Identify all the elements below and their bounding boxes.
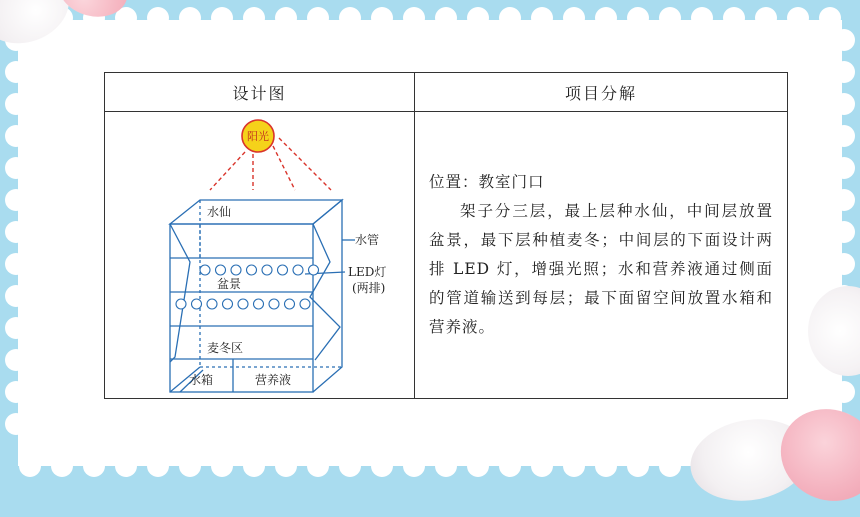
stamp-scallop [339,455,361,477]
led-bulb [200,265,210,275]
stamp-scallop [51,455,73,477]
sun-ray [273,146,295,190]
led-bulb [247,265,257,275]
stamp-scallop [5,285,27,307]
stamp-scallop [403,455,425,477]
pipe-left [170,224,190,362]
shelf-diagram [105,112,414,398]
stamp-scallop [627,7,649,29]
stamp-scallop [691,7,713,29]
stamp-scallop [5,157,27,179]
stamp-scallop [147,455,169,477]
stamp-scallop [115,455,137,477]
stamp-scallop [833,189,855,211]
stamp-scallop [833,93,855,115]
label-led-rows: (两排) [352,281,386,295]
shelf-frame [170,200,355,392]
stamp-scallop [243,7,265,29]
stamp-scallop [563,7,585,29]
shelf-right-side [313,200,342,392]
led-bulb [223,299,233,309]
description-text: 架子分三层，最上层种水仙，中间层放置盆景，最下层种植麦冬；中间层的下面设计两排 LED 灯，增强光照；水和营养液通过侧面的管道输送到每层；最下面留空间放置水箱和营养液。 [429,202,773,336]
stamp-scallop [83,455,105,477]
led-bulb [300,299,310,309]
stamp-scallop [307,7,329,29]
stamp-scallop [819,7,841,29]
stamp-scallop [5,61,27,83]
led-row-lower [176,299,310,309]
stamp-scallop [499,7,521,29]
diagram-cell [105,112,415,399]
led-bulb [293,265,303,275]
stamp-scallop [833,157,855,179]
stamp-scallop [833,381,855,403]
stamp-scallop [627,455,649,477]
stamp-scallop [5,253,27,275]
stamp-scallop [371,7,393,29]
led-bulb [278,265,288,275]
stamp-scallop [5,349,27,371]
stamp-scallop [275,455,297,477]
stamp-scallop [833,29,855,51]
stamp-scallop [787,7,809,29]
stamp-scallop [723,7,745,29]
location-text: 位置：教室门口 [429,173,545,191]
stamp-scallop [5,221,27,243]
label-nutrient: 营养液 [255,373,292,387]
stamp-scallop [467,455,489,477]
led-row-upper [200,265,319,275]
led-bulb [309,265,319,275]
stamp-scallop [275,7,297,29]
header-project-breakdown: 项目分解 [415,73,788,112]
sun-ray [279,138,331,190]
stamp-scallop [5,189,27,211]
stamp-scallop [755,7,777,29]
label-led: LED灯 [348,265,387,279]
stamp-scallop [435,7,457,29]
label-narcissus: 水仙 [207,205,232,219]
led-bulb [231,265,241,275]
design-table [104,72,788,399]
stamp-scallop [435,455,457,477]
label-water-pipe: 水管 [355,233,380,247]
stamp-scallop [833,221,855,243]
stamp-scallop [371,455,393,477]
table-body-row [105,112,788,399]
stamp-scallop [5,413,27,435]
led-bulb [216,265,226,275]
led-bulb [176,299,186,309]
led-bulb [192,299,202,309]
stamp-scallop [5,125,27,147]
stamp-scallop [595,455,617,477]
sun-ray [210,152,245,190]
stamp-scallop [5,381,27,403]
header-design-drawing: 设计图 [105,73,415,112]
stamp-scallop [19,455,41,477]
stamp-scallop [147,7,169,29]
stamp-scallop [499,455,521,477]
led-bulb [269,299,279,309]
stamp-scallop [833,61,855,83]
stamp-scallop [179,455,201,477]
stamp-scallop [307,455,329,477]
led-bulb [207,299,217,309]
stamp-scallop [563,455,585,477]
pipe-right [310,224,340,360]
shelf-top-face [170,200,342,224]
label-ophiopogon-zone: 麦冬区 [207,341,244,355]
label-bonsai: 盆景 [217,277,242,291]
stamp-scallop [211,7,233,29]
table-header-row [105,73,788,112]
stamp-scallop [531,7,553,29]
led-bulb [238,299,248,309]
sun-label: 阳光 [247,130,269,143]
stamp-scallop [211,455,233,477]
breakdown-cell [415,112,788,399]
stamp-scallop [833,125,855,147]
stamp-scallop [339,7,361,29]
led-bulb [285,299,295,309]
stamp-scallop [5,93,27,115]
stamp-scallop [403,7,425,29]
stamp-scallop [659,7,681,29]
led-bulb [254,299,264,309]
stamp-scallop [467,7,489,29]
stamp-scallop [595,7,617,29]
stamp-scallop [243,455,265,477]
stamp-scallop [833,253,855,275]
label-water-tank: 水箱 [189,373,214,387]
stamp-scallop [659,455,681,477]
led-bulb [262,265,272,275]
stamp-scallop [179,7,201,29]
stamp-scallop [5,317,27,339]
stamp-scallop [531,455,553,477]
